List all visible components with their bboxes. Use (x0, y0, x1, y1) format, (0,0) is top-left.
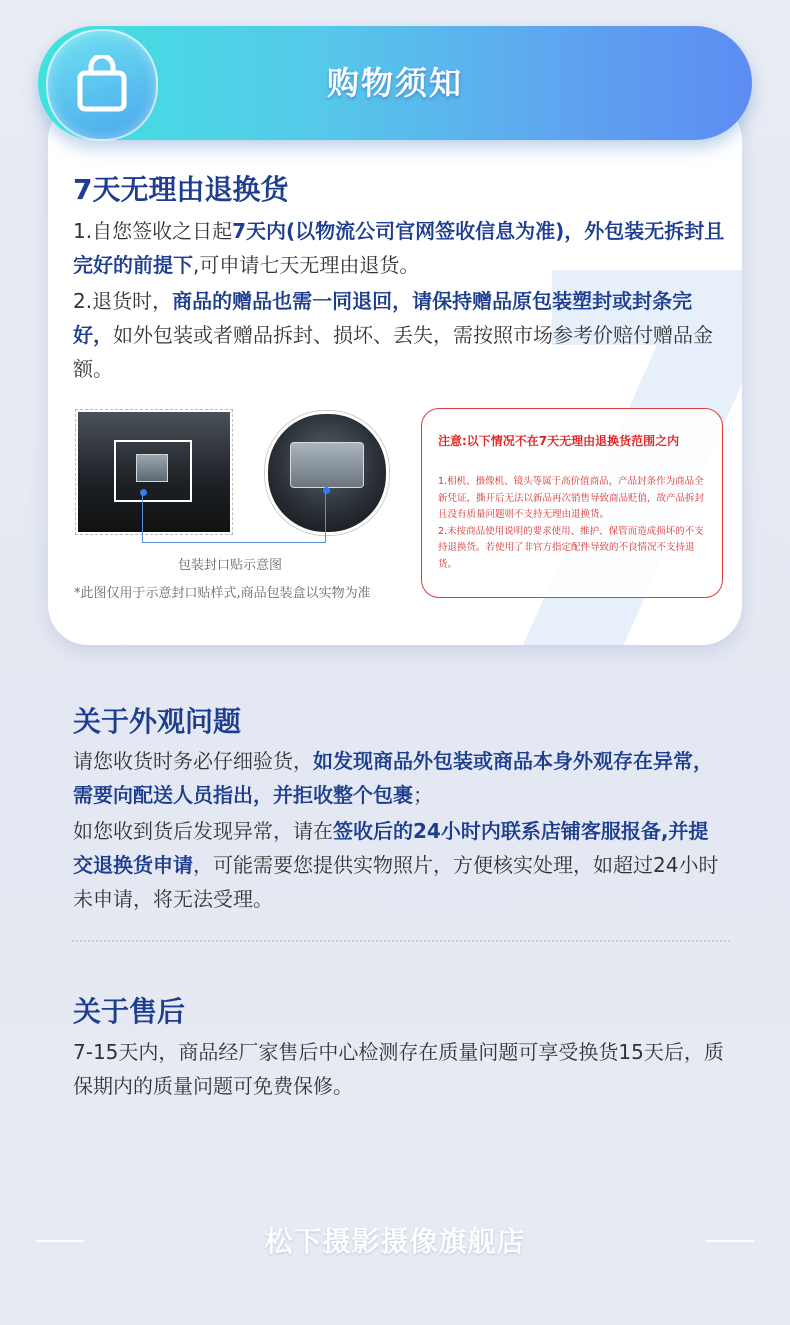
image-caption: 包装封口贴示意图 (178, 558, 283, 573)
appearance-paragraph-2 (73, 814, 728, 916)
return-paragraph-2 (73, 284, 728, 386)
text-emphasis: 签收后的24小时内联系店铺客服报备,并提交退换货申请 (73, 819, 709, 877)
appearance-paragraph-1 (73, 744, 728, 812)
notice-box (421, 408, 723, 598)
text-emphasis: 商品的赠品也需一同退回，请保持赠品原包装塑封或封条完好， (73, 289, 693, 347)
header-banner (38, 26, 752, 140)
text-segment: 请您收货时务必仔细验货， (73, 749, 313, 773)
text-segment: 2.退货时， (73, 289, 173, 313)
section-title-return: 7天无理由退换货 (73, 173, 289, 206)
text-segment: 如外包装或者赠品拆封、损坏、丢失，需按照市场参考价赔付赠品金额。 (73, 323, 713, 381)
text-segment: 如您收到货后发现异常，请在 (73, 819, 333, 843)
text-emphasis: 如发现商品外包装或商品本身外观存在异常，需要向配送人员指出，并拒收整个包裹 (73, 749, 713, 807)
notice-body (438, 474, 712, 574)
image-footnote: *此图仅用于示意封口贴样式,商品包装盒以实物为准 (74, 586, 371, 601)
section-divider (72, 940, 730, 942)
text-segment: 1.自您签收之日起 (73, 219, 233, 243)
return-paragraph-1 (73, 214, 728, 282)
text-segment: ,可申请七天无理由退货。 (193, 253, 420, 277)
store-name: 松下摄影摄像旗舰店 (264, 1225, 526, 1258)
text-segment: ，可能需要您提供实物照片，方便核实处理，如超过24小时未申请，将无法受理。 (73, 853, 719, 911)
page-title: 购物须知 (326, 64, 463, 102)
section-title-appearance: 关于外观问题 (73, 705, 242, 738)
footer-line-right (706, 1240, 754, 1242)
aftersale-paragraph: 7-15天内，商品经厂家售后中心检测存在质量问题可享受换货15天后，质保期内的质量问题可免费保修。 (73, 1040, 724, 1098)
connector-line (142, 492, 326, 543)
section-title-aftersale: 关于售后 (73, 995, 186, 1028)
notice-item: 1.相机、摄像机、镜头等属于高价值商品，产品封条作为商品全新凭证，撕开后无法以新品再次销售导致商品贬值，故产品拆封且没有质量问题则不支持无理由退换货。 (438, 476, 705, 521)
notice-item: 2.未按商品使用说明的要求使用、维护、保管而造成损坏的不支持退换货。若使用了非官方指定配件导致的不良情况不支持退货。 (438, 525, 704, 570)
text-emphasis: 7天内(以物流公司官网签收信息为准)，外包装无拆封且完好的前提下 (73, 219, 725, 277)
seal-sticker-closeup (290, 442, 364, 488)
text-segment: ； (413, 783, 433, 807)
notice-title: 注意:以下情况不在7天无理由退换货范围之内 (438, 434, 680, 448)
